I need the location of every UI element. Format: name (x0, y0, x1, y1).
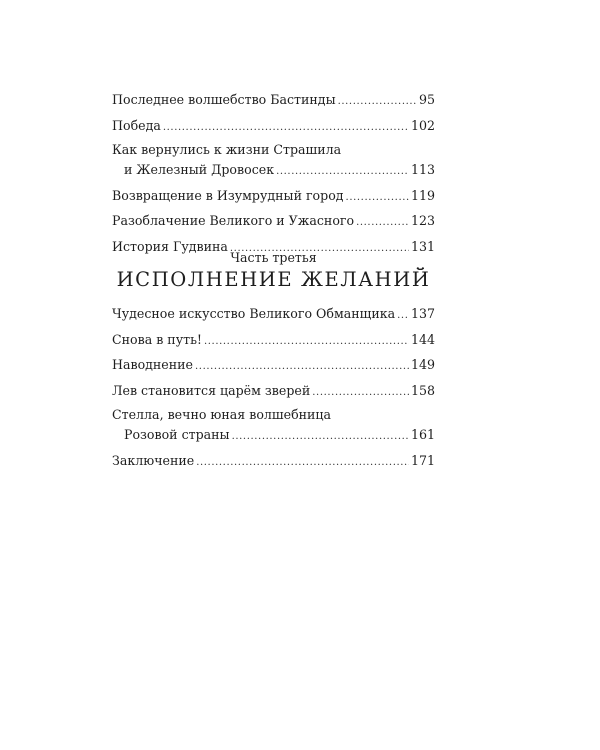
toc-entry-title: Лев становится царём зверей (112, 382, 311, 398)
part-heading (112, 250, 435, 293)
toc-entry-title: История Гудвина (112, 238, 228, 254)
toc-entry (112, 354, 435, 378)
toc-entry (112, 303, 435, 327)
toc-entry-title: Последнее волшебство Бастинды (112, 92, 336, 107)
dot-leader (397, 305, 409, 327)
toc-entry (112, 89, 435, 113)
toc-entry-page: 131 (410, 238, 435, 254)
toc-entry-page: 161 (410, 427, 435, 443)
dot-leader (338, 91, 417, 113)
toc-section-bottom (112, 303, 435, 476)
toc-entry-title: и Железный Дровосек (124, 162, 275, 178)
toc-entry-title: Розовой страны (124, 427, 230, 443)
toc-entry-title: Чудесное искусство Великого Обманщика (112, 306, 396, 321)
dot-leader (163, 117, 409, 139)
toc-entry (112, 140, 435, 183)
toc-entry-title: Победа (112, 117, 161, 133)
dot-leader (204, 331, 409, 353)
dot-leader (195, 356, 409, 378)
toc-entry-page: 144 (410, 331, 435, 347)
toc-entry (112, 405, 435, 448)
toc-entry (112, 329, 435, 353)
dot-leader (312, 382, 409, 404)
toc-section-top (112, 89, 435, 262)
toc-entry-page: 123 (410, 213, 435, 229)
part-label: Часть третья (230, 250, 317, 265)
toc-entry-title: Возвращение в Изумрудный город (112, 187, 344, 203)
dot-leader (356, 212, 409, 234)
toc-entry-page: 95 (418, 92, 435, 107)
toc-entry (112, 380, 435, 404)
toc-entry-page: 102 (410, 117, 435, 133)
dot-leader (276, 161, 409, 183)
dot-leader (196, 452, 409, 474)
toc-entry-title: Заключение (112, 452, 195, 468)
dot-leader (346, 187, 409, 209)
toc-entry-title: Разоблачение Великого и Ужасного (112, 213, 355, 229)
toc-entry-continuation (112, 159, 435, 183)
toc-entry-title-line1: Как вернулись к жизни Страшила (112, 142, 342, 158)
toc-entry (112, 210, 435, 234)
part-title: ИСПОЛНЕНИЕ ЖЕЛАНИЙ (116, 268, 431, 291)
toc-entry-title: Наводнение (112, 357, 194, 373)
toc-entry-title-line1: Стелла, вечно юная волшебница (112, 407, 332, 423)
toc-entry (112, 115, 435, 139)
toc-entry (112, 185, 435, 209)
toc-entry-page: 137 (410, 306, 435, 321)
toc-entry-page: 149 (410, 357, 435, 373)
toc-entry-title: Снова в путь! (112, 331, 202, 347)
dot-leader (232, 426, 409, 448)
toc-entry-page: 113 (410, 162, 435, 178)
toc-entry (112, 450, 435, 474)
toc-entry-page: 119 (410, 187, 435, 203)
toc-entry-page: 158 (410, 382, 435, 398)
toc-entry-continuation (112, 424, 435, 448)
toc-entry-page: 171 (410, 452, 435, 468)
